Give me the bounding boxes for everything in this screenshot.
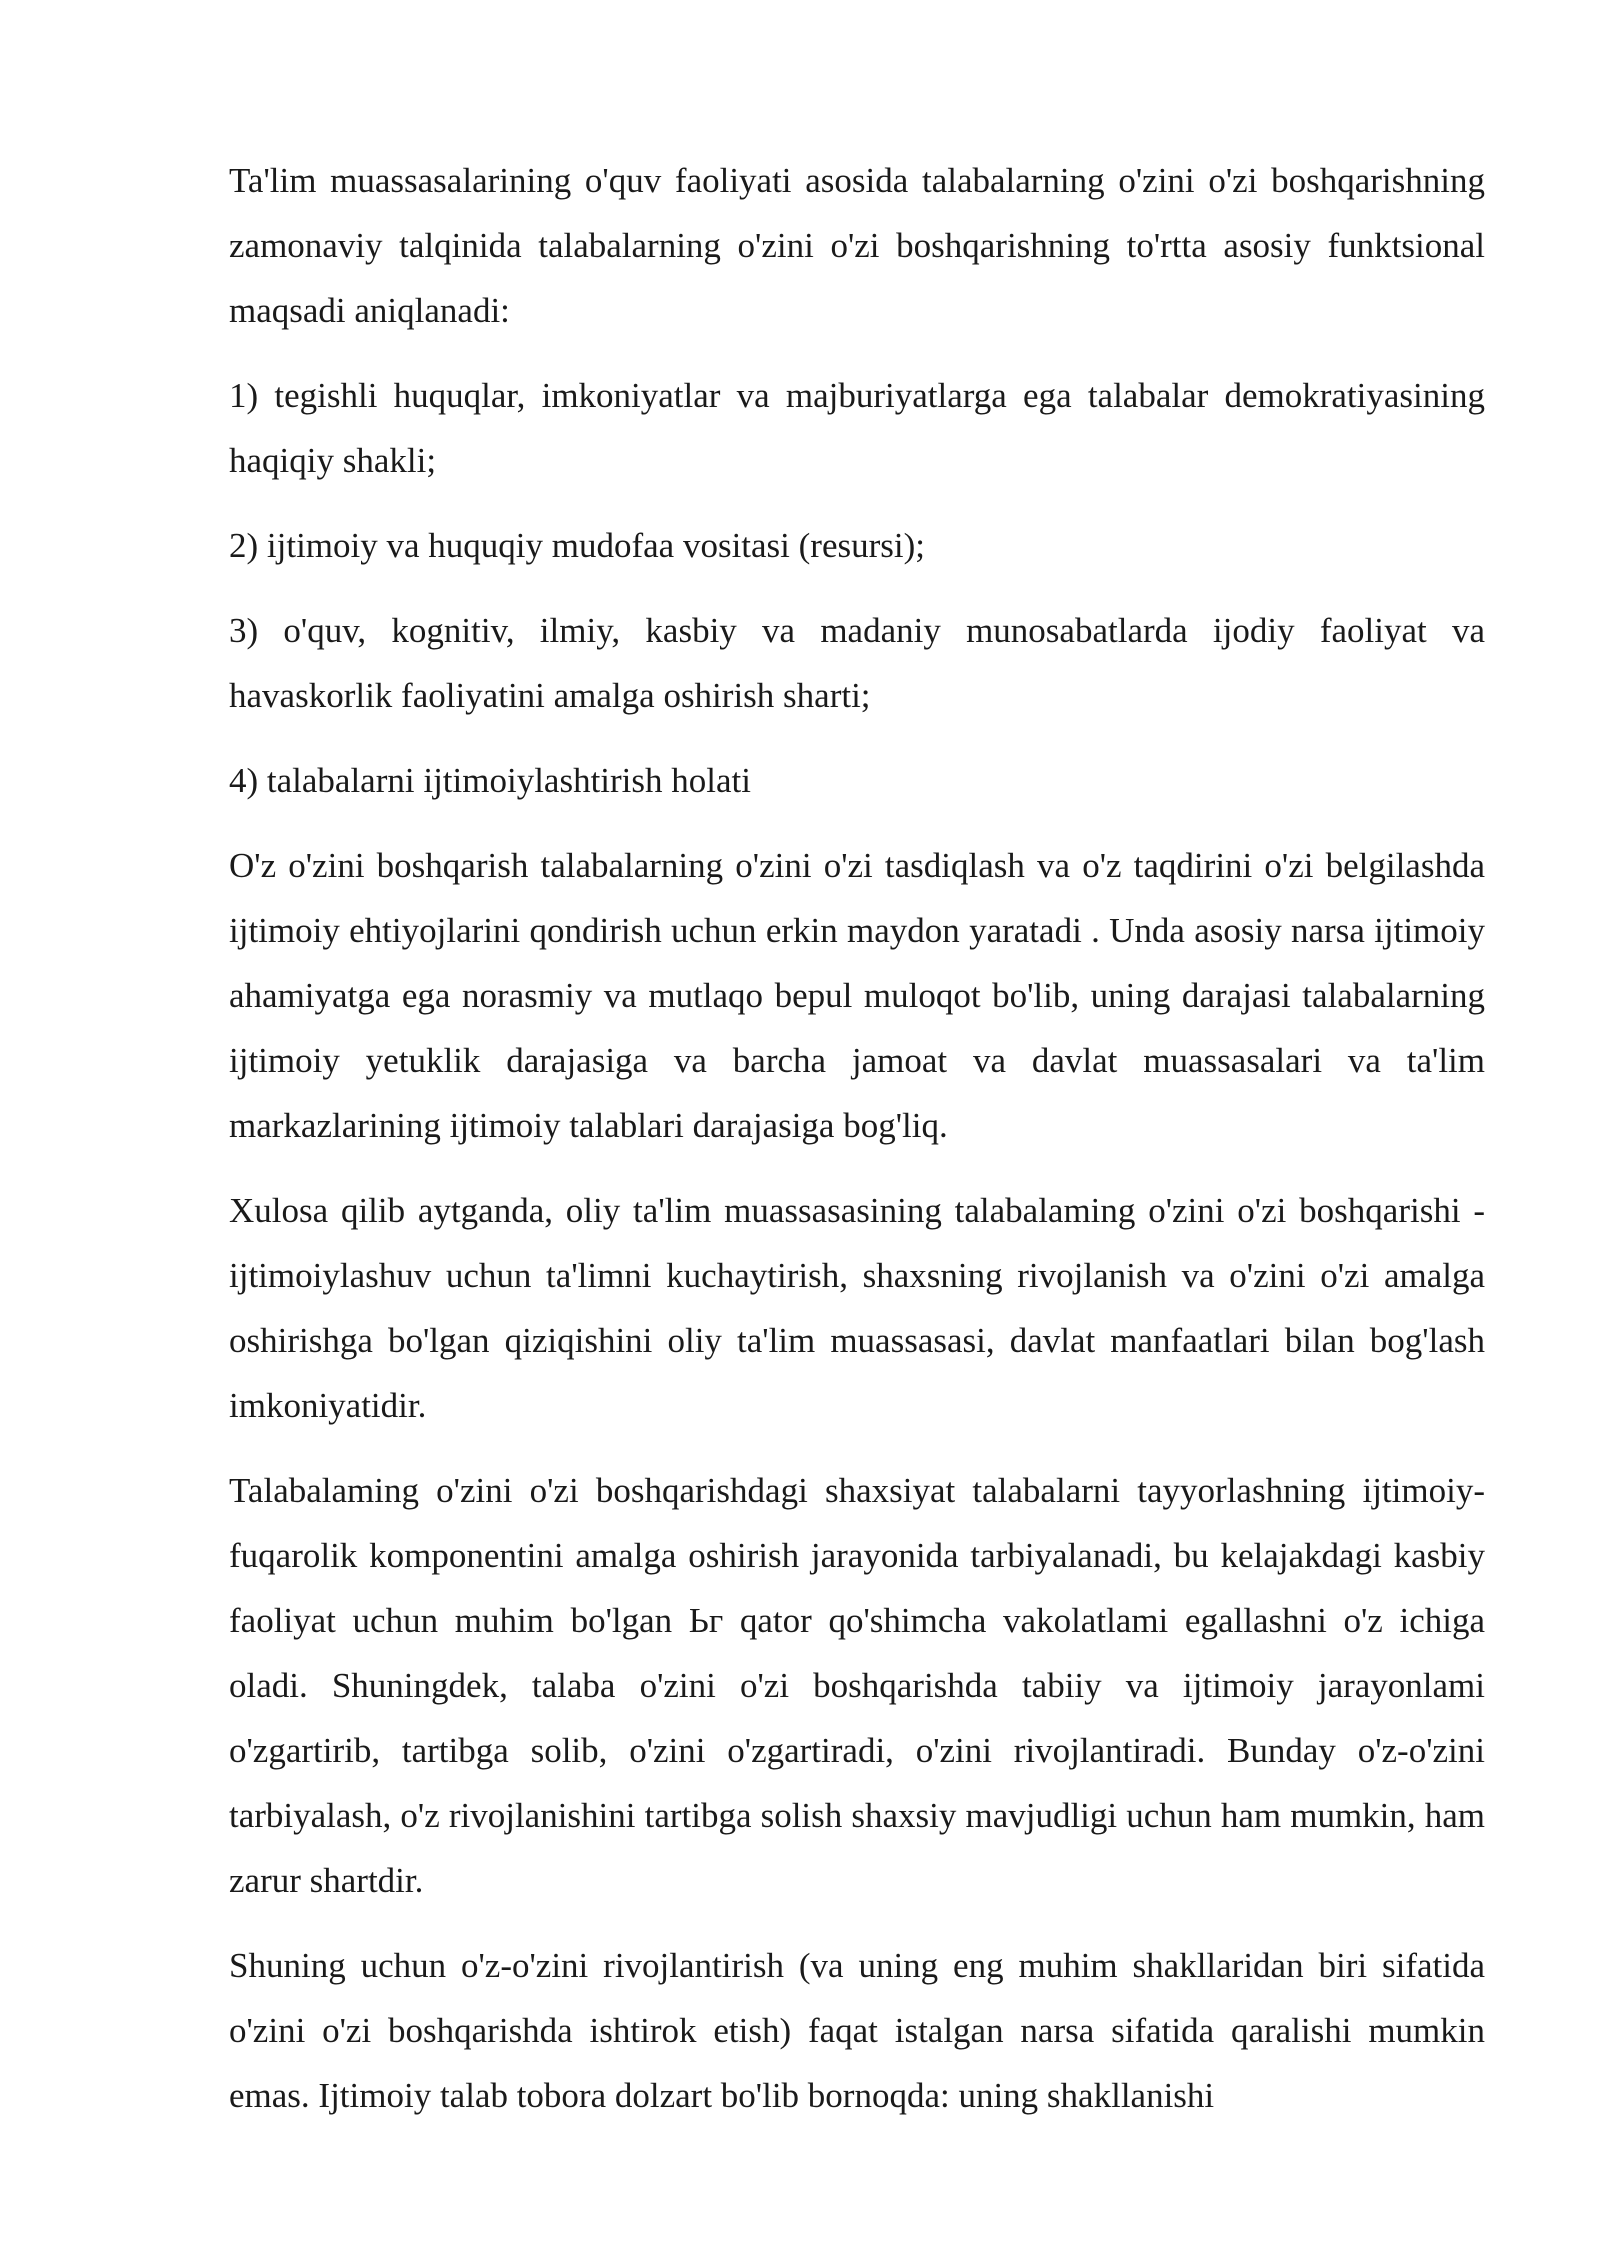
list-item-1: 1) tegishli huquqlar, imkoniyatlar va majburiyatlarga ega talabalar demokratiyasining haqiqiy shakli; [229,376,1485,480]
list-item-4: 4) talabalarni ijtimoiylashtirish holati [229,761,751,800]
list-item-3: 3) o'quv, kognitiv, ilmiy, kasbiy va madaniy munosabatlarda ijodiy faoliyat va havaskorlik faoliyatini amalga oshirish sharti; [229,611,1485,715]
paragraph-self-development: Shuning uchun o'z-o'zini rivojlantirish (va uning eng muhim shakllaridan biri sifatida o'zini o'zi boshqarishda ishtirok etish) faqat istalgan narsa sifatida qaralishi mumkin emas. Ijtimoiy talab tobora dolzart bo'lib bornoqda: uning shakllanishi [229,1946,1485,2115]
document-body [229,148,1485,2128]
paragraph-intro: Ta'lim muassasalarining o'quv faoliyati asosida talabalarning o'zini o'zi boshqarishning zamonaviy talqinida talabalarning o'zini o'zi boshqarishning to'rtta asosiy funktsional maqsadi aniqlanadi: [229,161,1485,330]
paragraph-conclusion: Xulosa qilib aytganda, oliy ta'lim muassasasining talabalaming o'zini o'zi boshqarishi - ijtimoiylashuv uchun ta'limni kuchaytirish, shaxsning rivojlanish va o'zini o'zi amalga oshirishga bo'lgan qiziqishini oliy ta'lim muassasasi, davlat manfaatlari bilan bog'lash imkoniyatidir. [229,1191,1485,1425]
paragraph-self-governance: O'z o'zini boshqarish talabalarning o'zini o'zi tasdiqlash va o'z taqdirini o'zi belgilashda ijtimoiy ehtiyojlarini qondirish uchun erkin maydon yaratadi . Unda asosiy narsa ijtimoiy ahamiyatga ega norasmiy va mutlaqo bepul muloqot bo'lib, uning darajasi talabalarning ijtimoiy yetuklik darajasiga va barcha jamoat va davlat muassasalari va ta'lim markazlarining ijtimoiy talablari darajasiga bog'liq. [229,846,1485,1145]
paragraph-personality: Talabalaming o'zini o'zi boshqarishdagi shaxsiyat talabalarni tayyorlashning ijtimoiy-fuqarolik komponentini amalga oshirish jarayonida tarbiyalanadi, bu kelajakdagi kasbiy faoliyat uchun muhim bo'lgan Ьг qator qo'shimcha vakolatlami egallashni o'z ichiga oladi. Shuningdek, talaba o'zini o'zi boshqarishda tabiiy va ijtimoiy jarayonlami o'zgartirib, tartibga solib, o'zini o'zgartiradi, o'zini rivojlantiradi. Bunday o'z-o'zini tarbiyalash, o'z rivojlanishini tartibga solish shaxsiy mavjudligi uchun ham mumkin, ham zarur shartdir. [229,1471,1485,1900]
list-item-2: 2) ijtimoiy va huquqiy mudofaa vositasi (resursi); [229,526,926,565]
